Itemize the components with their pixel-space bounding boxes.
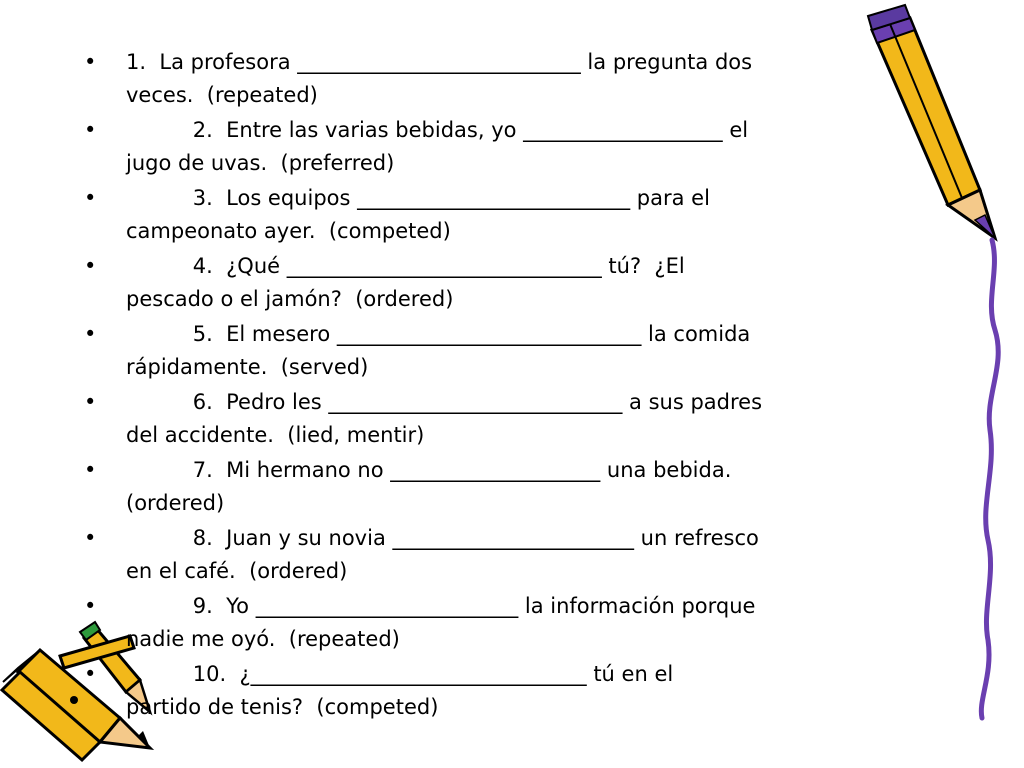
list-item <box>84 250 904 316</box>
list-item <box>84 454 904 520</box>
bullet: • <box>84 118 97 142</box>
bullet: • <box>84 254 97 278</box>
item-line-1: 8. Juan y su novia _______________________ un refresco <box>126 526 759 550</box>
item-line-1: 6. Pedro les ____________________________ a sus padres <box>126 390 763 414</box>
list-item <box>84 522 904 588</box>
list-item <box>84 46 904 112</box>
item-line-1: 4. ¿Qué ______________________________ tú? ¿El <box>126 254 685 278</box>
bullet: • <box>84 458 97 482</box>
item-line-2: pescado o el jamón? (ordered) <box>126 287 454 311</box>
item-line-1: 10. ¿________________________________ tú en el <box>126 662 674 686</box>
exercise-list <box>84 46 904 726</box>
list-item <box>84 590 904 656</box>
item-line-2: rápidamente. (served) <box>126 355 369 379</box>
bullet: • <box>84 662 97 686</box>
item-line-1: 2. Entre las varias bebidas, yo ___________________ el <box>126 118 749 142</box>
item-line-1: 5. El mesero _____________________________ la comida <box>126 322 751 346</box>
item-line-2: campeonato ayer. (competed) <box>126 219 451 243</box>
item-line-1: 9. Yo _________________________ la información porque <box>126 594 756 618</box>
item-line-2: en el café. (ordered) <box>126 559 348 583</box>
bullet: • <box>84 186 97 210</box>
bullet: • <box>84 322 97 346</box>
bullet: • <box>84 526 97 550</box>
squiggle-line-right <box>981 240 998 718</box>
bullet: • <box>84 50 97 74</box>
item-line-1: 7. Mi hermano no ____________________ una bebida. <box>126 458 732 482</box>
item-line-1: 3. Los equipos __________________________ para el <box>126 186 710 210</box>
list-item <box>84 318 904 384</box>
item-line-2: (ordered) <box>126 491 225 515</box>
list-item <box>84 114 904 180</box>
list-item <box>84 182 904 248</box>
item-line-1: 1. La profesora ___________________________ la pregunta dos <box>126 50 753 74</box>
item-line-2: nadie me oyó. (repeated) <box>126 627 400 651</box>
list-item <box>84 658 904 724</box>
item-line-2: partido de tenis? (competed) <box>126 695 439 719</box>
item-line-2: del accidente. (lied, mentir) <box>126 423 425 447</box>
bullet: • <box>84 390 97 414</box>
item-line-2: veces. (repeated) <box>126 83 318 107</box>
item-line-2: jugo de uvas. (preferred) <box>126 151 395 175</box>
list-item <box>84 386 904 452</box>
bullet: • <box>84 594 97 618</box>
